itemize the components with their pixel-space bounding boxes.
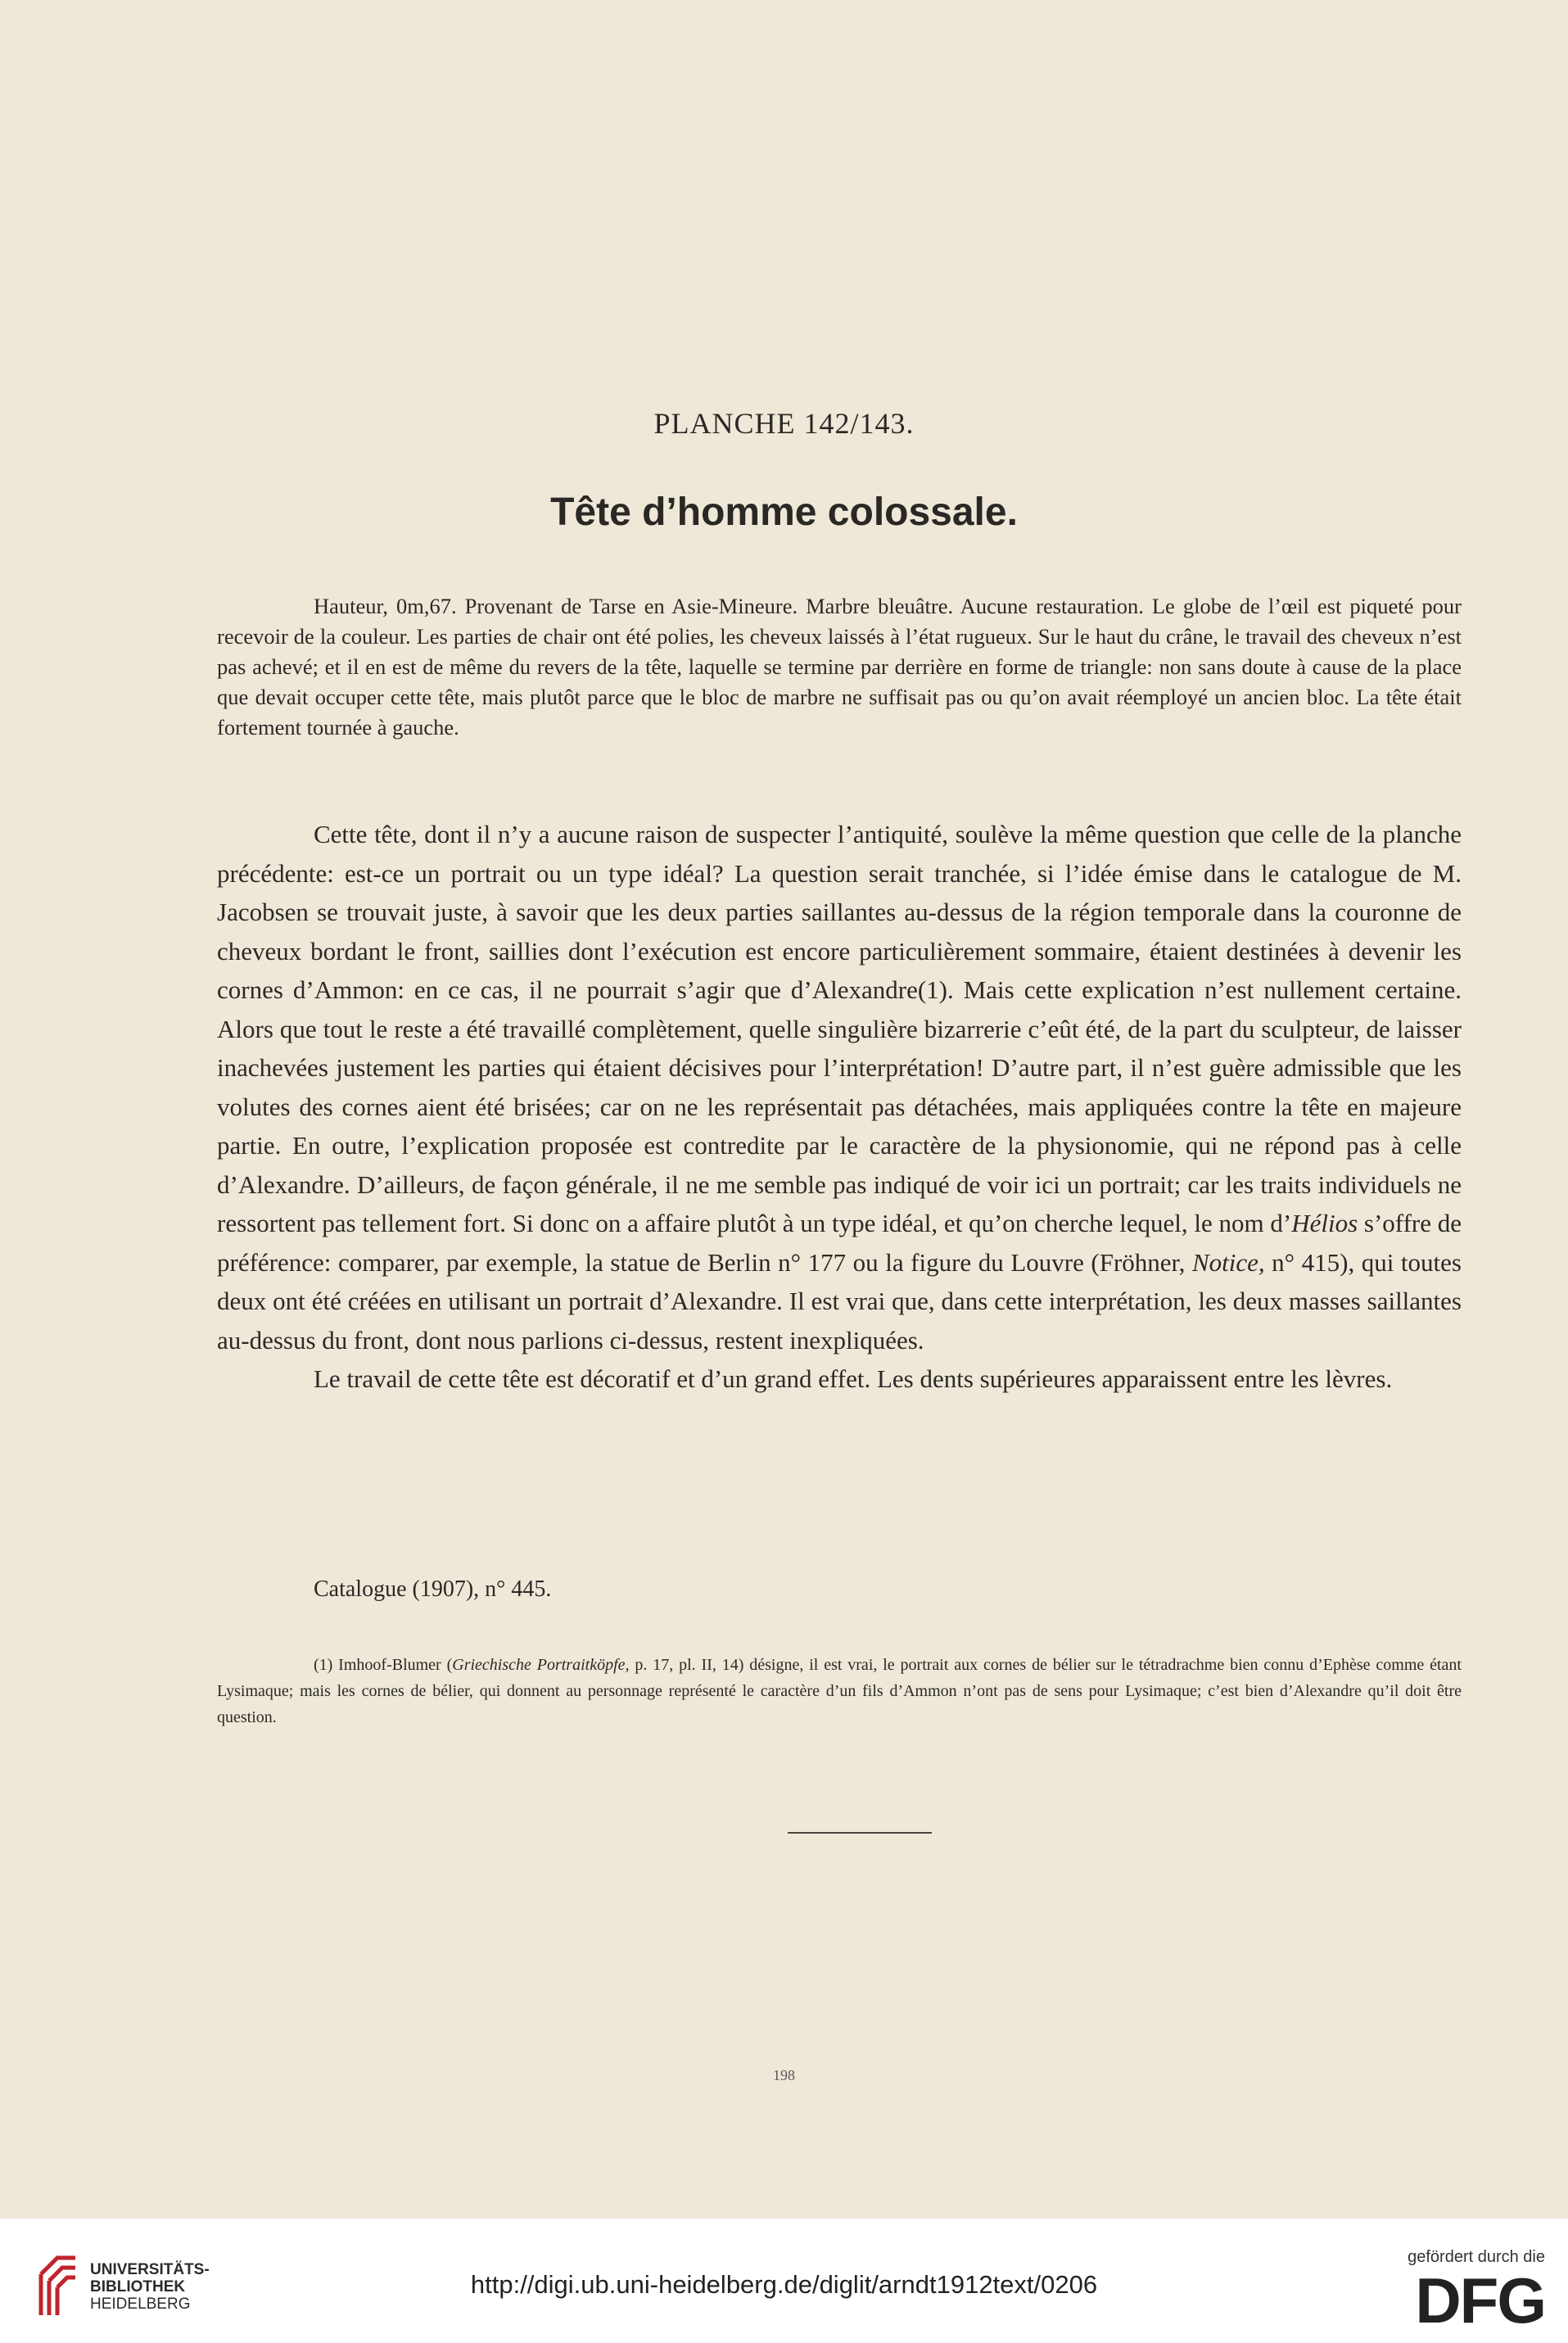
page-number: 198 <box>773 2067 795 2083</box>
library-name: UNIVERSITÄTS- BIBLIOTHEK HEIDELBERG <box>90 2261 210 2313</box>
footer-bar <box>0 2219 1568 2343</box>
page-title: Tête d’homme colossale. <box>550 491 1018 534</box>
body-paragraph-1: Cette tête, dont il n’y a aucune raison de suspecter l’antiquité, soulève la même question que celle de la planche précédente: est-ce un portrait ou un type idéal? La question serait tranchée, si l’idée émise dans le catalogue de M. Jacobsen se trouvait juste, à savoir que les deux parties saillantes au-dessus de la région temporale dans la couronne de cheveux bordant le front, saillies dont l’exécution est encore particulièrement sommaire, étaient destinées à devenir les cornes d’Ammon: en ce cas, il ne pourrait s’agir que d’Alexandre(1). Mais cette explication n’est nullement certaine. Alors que tout le reste a été travaillé complètement, quelle singulière bizarrerie c’eût été, de la part du sculpteur, de laisser inachevées justement les parties qui étaient décisives pour l’interprétation! D’autre part, il n’est guère admissible que les volutes des cornes aient été brisées; car on ne les représentait pas détachées, mais appliquées contre la tête en majeure partie. En outre, l’explication proposée est contredite par le caractère de la physionomie, qui ne répond pas à celle d’Alexandre. D’ailleurs, de façon générale, il ne me semble pas indiqué de voir ici un portrait; car les traits individuels ne ressortent pas tellement fort. Si donc on a affaire plutôt à un type idéal, et qu’on cherche lequel, le nom d’Hélios s’offre de préférence: comparer, par exemple, la statue de Berlin n° 177 ou la figure du Louvre (Fröhner, Notice, n° 415), qui toutes deux ont été créées en utilisant un portrait d’Alexandre. Il est vrai que, dans cette interprétation, les deux masses saillantes au-dessus du front, dont nous parlions ci-dessus, restent inexpliquées. <box>217 820 1462 1355</box>
divider-rule <box>788 1832 932 1834</box>
main-text <box>217 815 1462 1399</box>
dfg-logo: DFG <box>1415 2264 1545 2336</box>
source-url-link[interactable]: http://digi.ub.uni-heidelberg.de/diglit/arndt1912text/0206 <box>470 2270 1098 2299</box>
funding-label: gefördert durch die <box>1408 2248 1545 2266</box>
plate-number: PLANCHE 142/143. <box>653 407 915 440</box>
catalogue-reference: Catalogue (1907), n° 445. <box>314 1576 552 1602</box>
footnote: (1) Imhoof-Blumer (Griechische Portraitköpfe, p. 17, pl. II, 14) désigne, il est vrai, le portrait aux cornes de bélier sur le tétradrachme bien connu d’Ephèse comme étant Lysimaque; mais les cornes de bélier, qui donnent au personnage représenté le caractère d’un fils d’Ammon n’ont pas de sens pour Lysimaque; c’est bien d’Alexandre qu’il doit être question. <box>217 1656 1462 1726</box>
body-paragraph-2: Le travail de cette tête est décoratif et d’un grand effet. Les dents supérieures apparaissent entre les lèvres. <box>314 1364 1393 1393</box>
description-paragraph: Hauteur, 0m,67. Provenant de Tarse en Asie-Mineure. Marbre bleuâtre. Aucune restauration. Le globe de l’œil est piqueté pour recevoir de la couleur. Les parties de chair ont été polies, les cheveux laissés à l’état rugueux. Sur le haut du crâne, le travail des cheveux n’est pas achevé; et il en est de même du revers de la tête, laquelle se termine par derrière en forme de triangle: non sans doute à cause de la place que devait occuper cette tête, mais plutôt parce que le bloc de marbre ne suffisait pas ou qu’on avait réemployé un ancien bloc. La tête était fortement tournée à gauche. <box>217 594 1462 740</box>
